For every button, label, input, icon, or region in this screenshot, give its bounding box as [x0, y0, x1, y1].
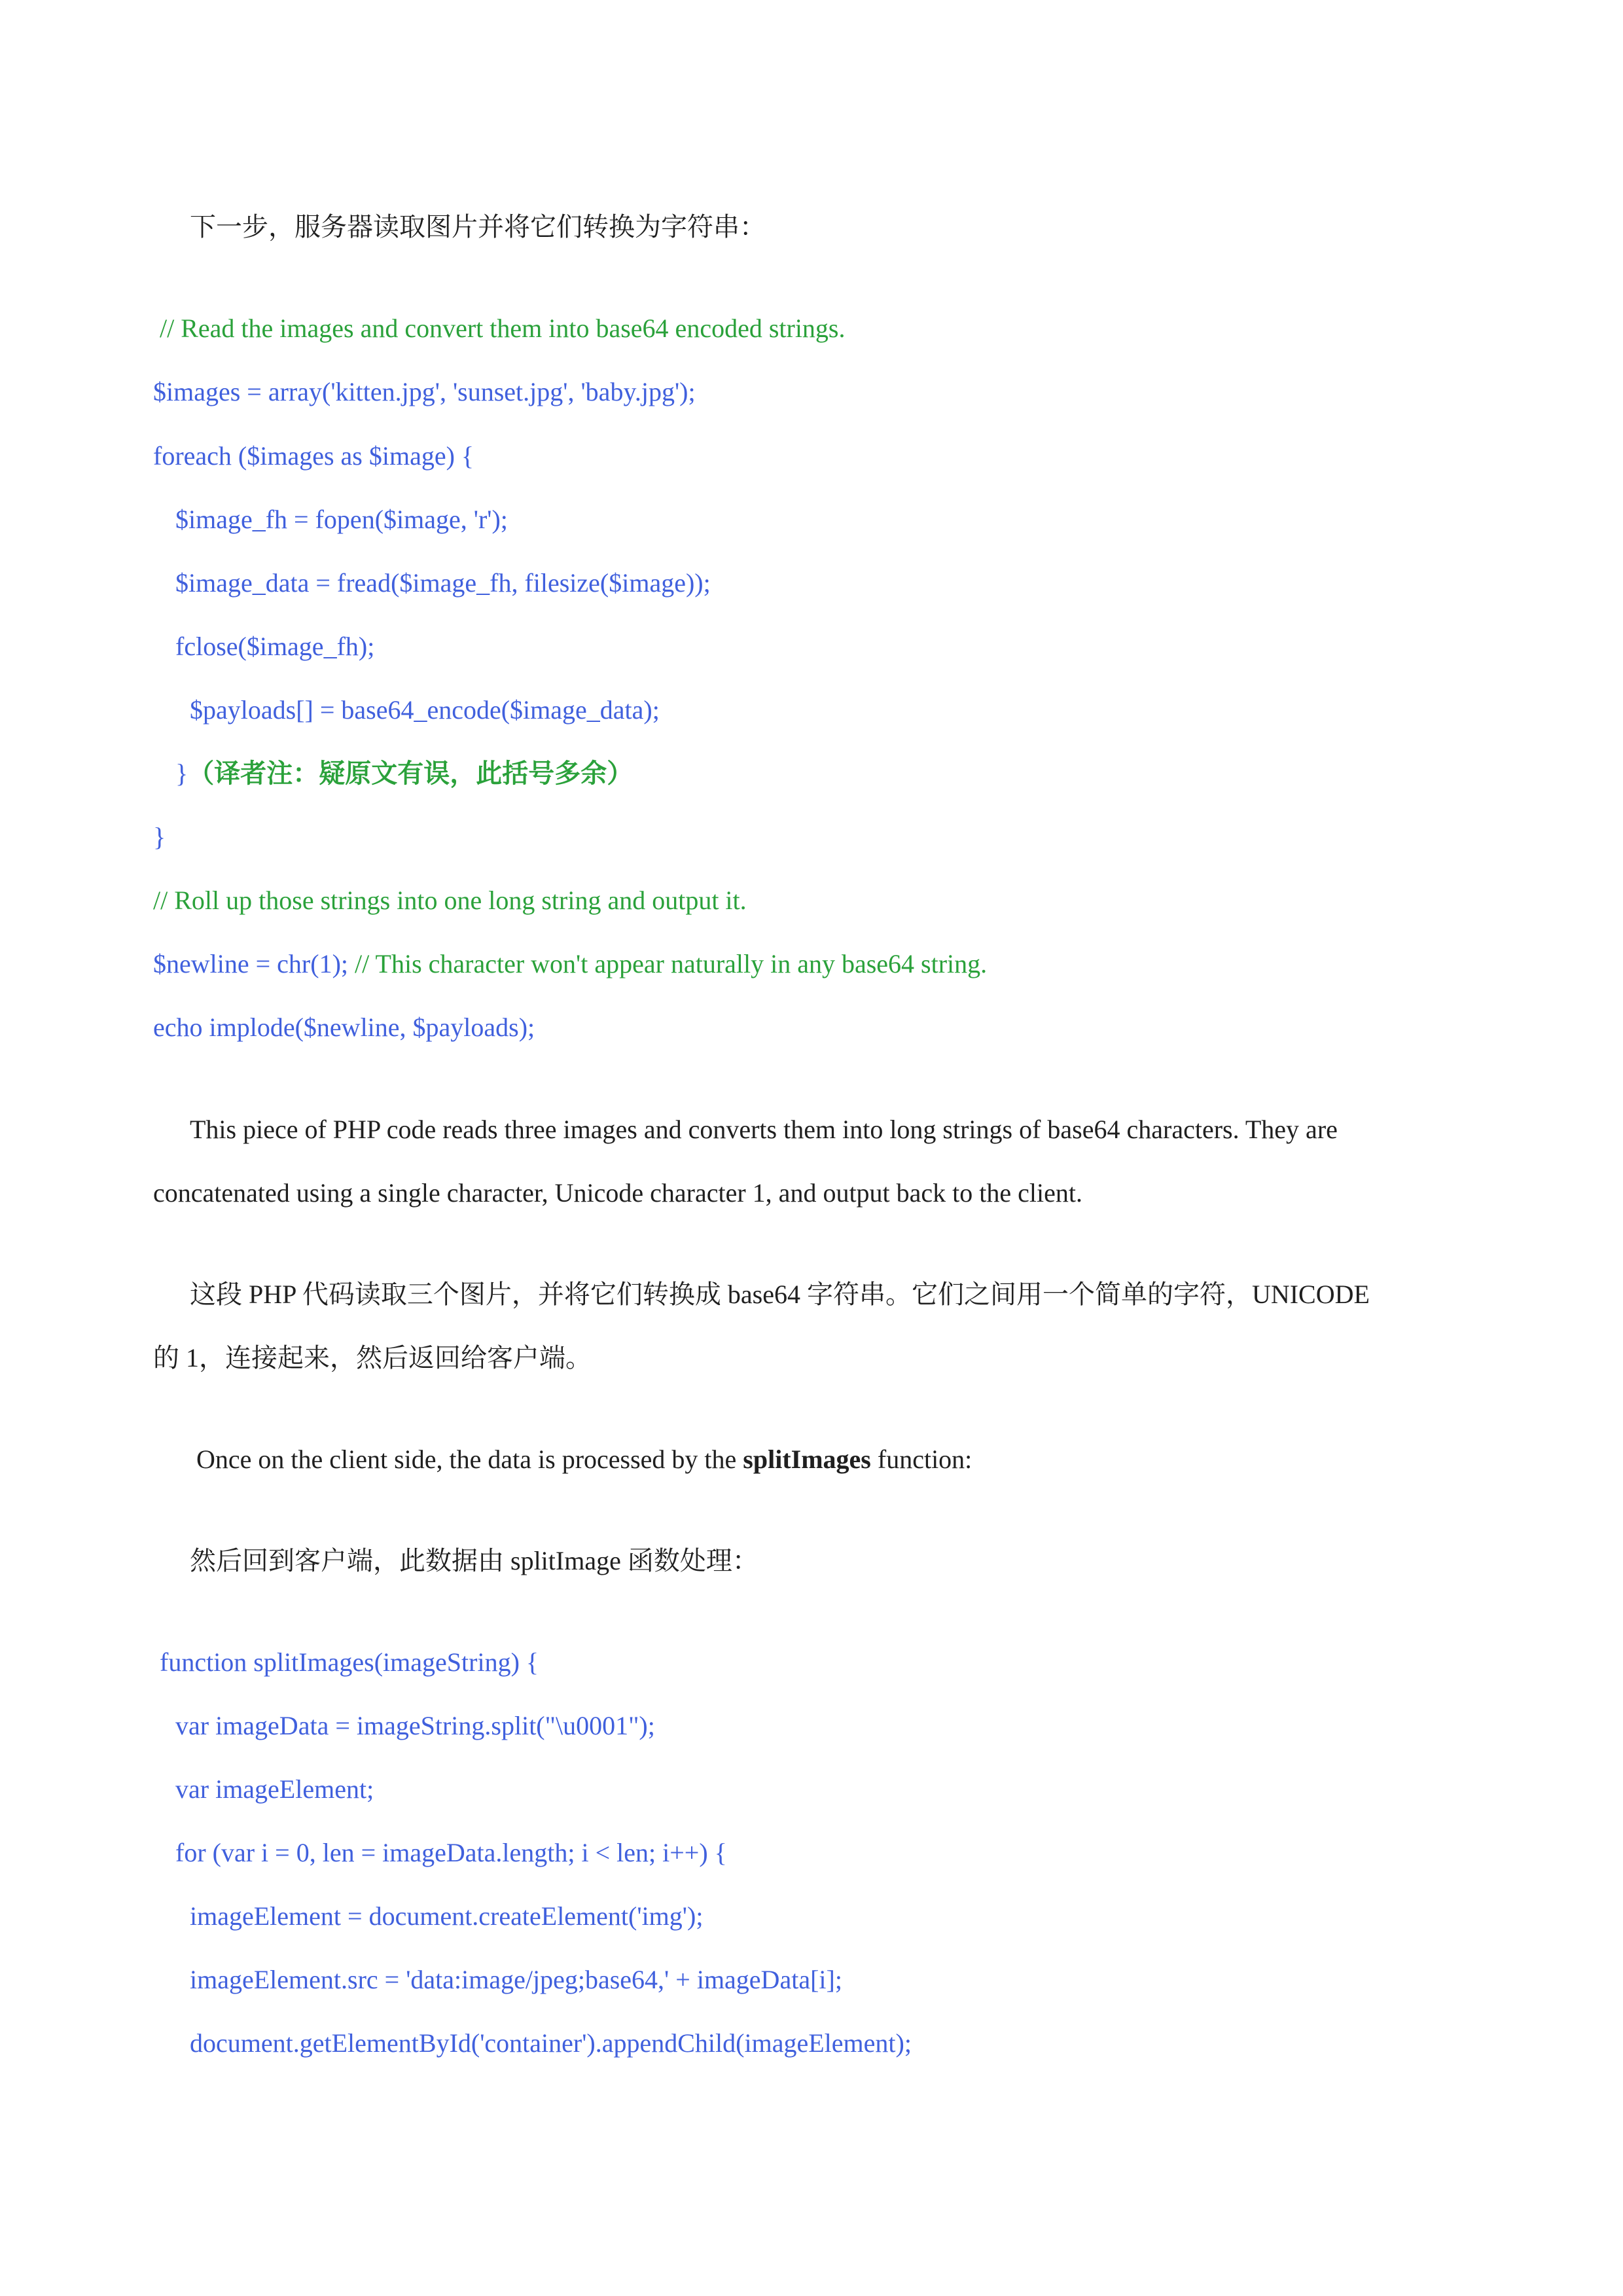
- js-var-element: var imageElement;: [175, 1774, 374, 1804]
- php-fclose-line: fclose($image_fh);: [175, 632, 375, 661]
- js-append-line: document.getElementById('container').appendChild(imageElement);: [190, 2028, 912, 2058]
- para-cn-2: 然后回到客户端，此数据由 splitImage 函数处理：: [190, 1546, 758, 1575]
- php-comment-read: // Read the images and convert them into base64 encoded strings.: [160, 314, 846, 343]
- php-fread-line: $image_data = fread($image_fh, filesize($image));: [175, 568, 711, 598]
- para-cn-1-line-2: 的 1，连接起来，然后返回给客户端。: [153, 1343, 592, 1372]
- php-extra-brace: }: [175, 759, 188, 788]
- php-foreach-open: foreach ($images as $image) {: [153, 441, 474, 471]
- php-newline-line: [153, 948, 987, 980]
- js-func-open: function splitImages(imageString) {: [160, 1647, 539, 1677]
- para-en-2-before: Once on the client side, the data is processed by the: [196, 1444, 743, 1474]
- php-fopen-line: $image_fh = fopen($image, 'r');: [175, 505, 508, 534]
- js-src-line: imageElement.src = 'data:image/jpeg;base64,' + imageData[i];: [190, 1965, 842, 1994]
- para-en-2-after: function:: [870, 1444, 972, 1474]
- js-var-data: var imageData = imageString.split("\u0001");: [175, 1711, 655, 1740]
- php-closing-brace: }: [153, 822, 166, 852]
- php-comment-rollup: // Roll up those strings into one long string and output it.: [153, 886, 747, 915]
- js-for-line: for (var i = 0, len = imageData.length; i < len; i++) {: [175, 1838, 727, 1867]
- para-en-2: [196, 1443, 972, 1476]
- translator-note: （译者注：疑原文有误，此括号多余）: [188, 759, 633, 788]
- php-payloads-line: $payloads[] = base64_encode($image_data);: [190, 695, 660, 725]
- php-echo-line: echo implode($newline, $payloads);: [153, 1013, 535, 1042]
- split-images-name: splitImages: [743, 1444, 871, 1474]
- php-newline-code: $newline = chr(1);: [153, 949, 349, 978]
- php-newline-comment: // This character won't appear naturally in any base64 string.: [348, 949, 988, 978]
- php-images-array: $images = array('kitten.jpg', 'sunset.jpg', 'baby.jpg');: [153, 377, 696, 406]
- para-en-1-line-1: This piece of PHP code reads three images and converts them into long strings of base64 characters. They are: [190, 1115, 1338, 1144]
- intro-cn-text: 下一步，服务器读取图片并将它们转换为字符串：: [190, 212, 766, 242]
- para-en-1-line-2: concatenated using a single character, Unicode character 1, and output back to the client.: [153, 1178, 1082, 1208]
- js-create-line: imageElement = document.createElement('img');: [190, 1901, 704, 1931]
- php-brace-with-note: [175, 757, 633, 790]
- para-cn-1-line-1: 这段 PHP 代码读取三个图片，并将它们转换成 base64 字符串。它们之间用一个简单的字符，UNICODE: [190, 1280, 1370, 1309]
